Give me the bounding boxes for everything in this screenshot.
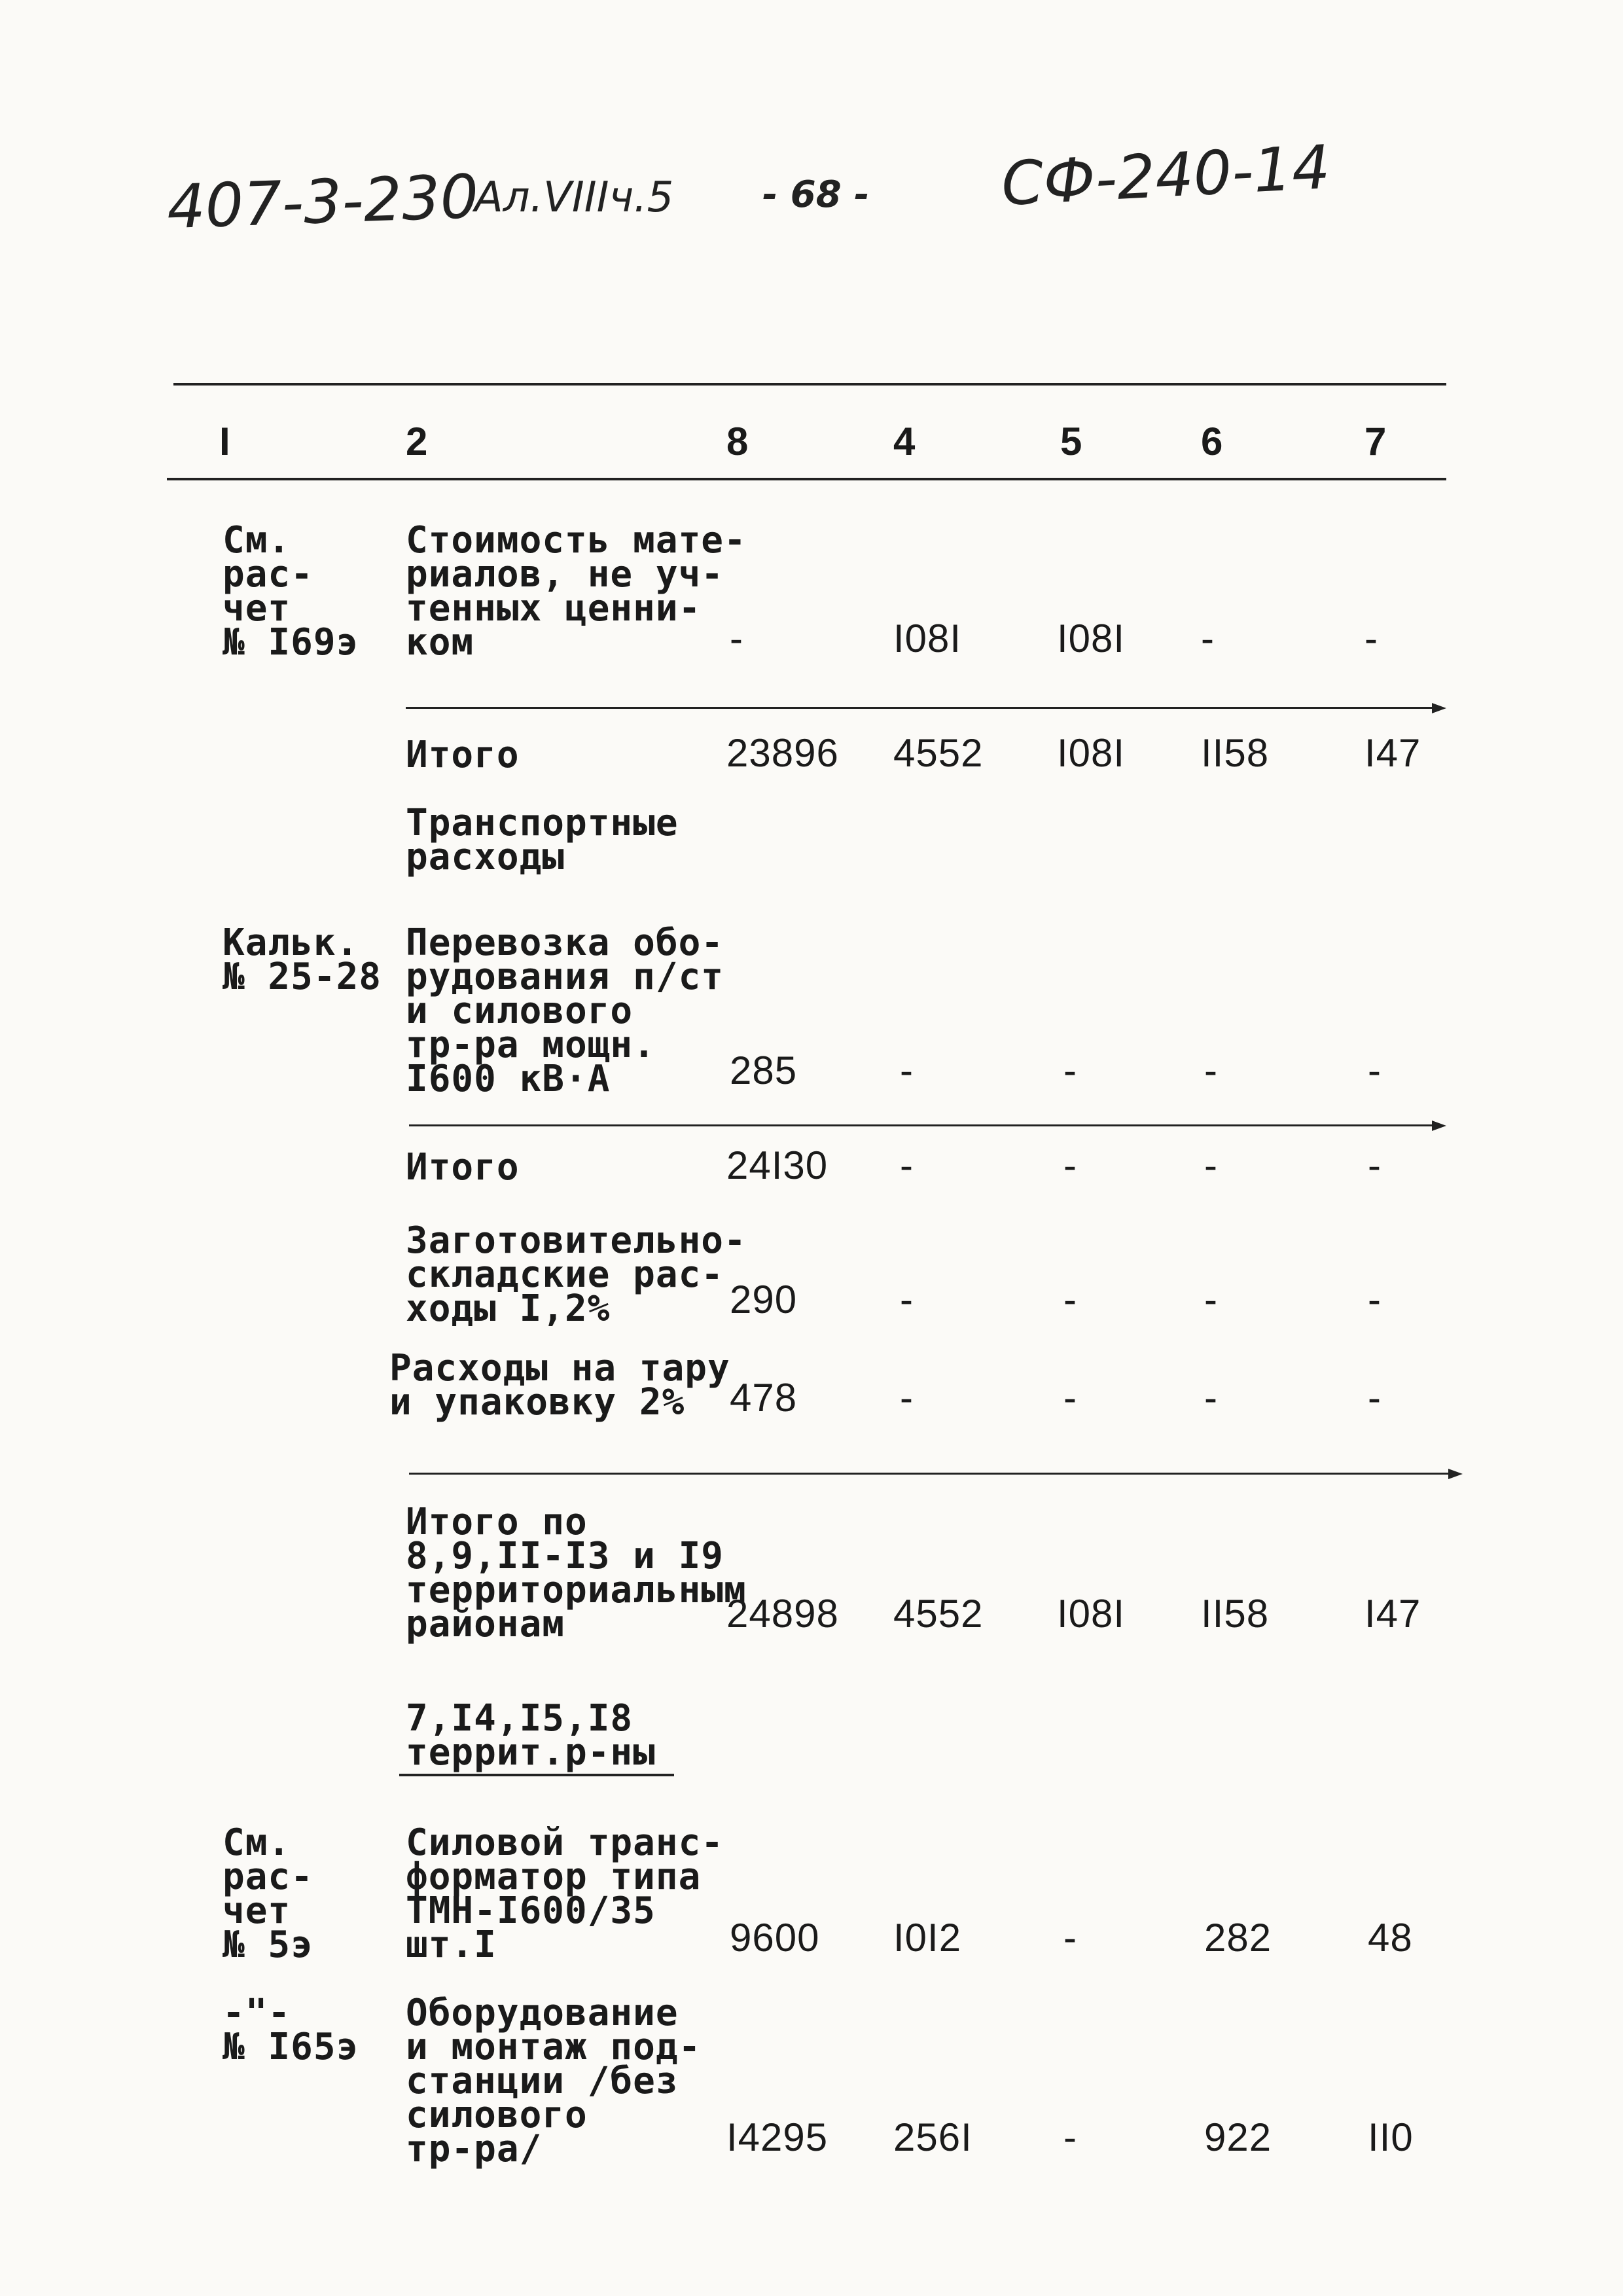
row-value-col7: 48 [1368,1916,1413,1960]
row-value-col3: 24898 [726,1592,839,1636]
row-value-col3: 24I30 [726,1143,829,1187]
column-header-1: I [219,420,230,463]
row-value-col7: - [1368,1278,1382,1321]
row-value-col6: - [1204,1278,1218,1321]
row-value-col5: - [1063,1376,1077,1420]
section-heading: Транспортные расходы [406,802,679,878]
row-description: Итого [406,1146,520,1189]
subtotal-rule-arrow [1432,1121,1446,1131]
row-value-col6: II58 [1201,1592,1270,1636]
row-description: Стоимость мате- риалов, не уч- тенных ценни- ком [406,519,747,664]
row-value-col7: I47 [1364,731,1421,775]
row-description: Итого по 8,9,II-I3 и I9 территориальным районам [406,1501,747,1645]
row-value-col6: II58 [1201,731,1270,775]
row-description: Перевозка обо- рудования п/ст и силового тр-ра мощн. I600 кВ·А [406,922,724,1100]
row-value-col7: - [1368,1376,1382,1420]
row-value-col5: I08I [1057,1592,1126,1636]
row-value-col4: - [900,1278,914,1321]
document-number: 407-3-230 [166,161,480,243]
column-header-2: 2 [406,420,428,463]
row-description: Расходы на тару и упаковку 2% [389,1347,730,1424]
row-value-col5: - [1063,1916,1077,1960]
row-value-col4: 256I [893,2115,972,2159]
row-description: Оборудование и монтаж под- станции /без силового тр-ра/ [406,1992,702,2170]
page-number: - 68 - [762,173,870,216]
row-value-col7: - [1368,1049,1382,1092]
row-value-col3: 9600 [730,1916,820,1960]
row-value-col4: 4552 [893,731,984,775]
row-value-col3: I4295 [726,2115,829,2159]
row-ref: См. рас- чет № I69э [223,519,359,664]
row-value-col4: - [900,1143,914,1187]
row-value-col6: - [1204,1376,1218,1420]
subtotal-rule-arrow [1432,703,1446,713]
row-value-col5: - [1063,2115,1077,2159]
row-value-col7: I47 [1364,1592,1421,1636]
row-value-col6: - [1204,1143,1218,1187]
column-header-6: 6 [1201,420,1223,463]
row-value-col6: - [1201,617,1215,660]
row-value-col6: - [1204,1049,1218,1092]
row-ref: См. рас- чет № 5э [223,1821,313,1966]
section-heading: 7,I4,I5,I8 террит.р-ны [406,1697,656,1774]
row-value-col4: - [900,1049,914,1092]
row-description: Итого [406,734,520,776]
row-value-col7: II0 [1368,2115,1414,2159]
row-value-col6: 922 [1204,2115,1272,2159]
document-code: СФ-240-14 [999,132,1332,220]
column-header-7: 7 [1364,420,1387,463]
section-heading-underline [399,1774,674,1776]
row-value-col5: I08I [1057,617,1126,660]
row-value-col5: - [1063,1143,1077,1187]
subtotal-rule [409,1473,1450,1475]
sheet-reference: Ал.VIIIч.5 [474,173,674,222]
row-value-col7: - [1368,1143,1382,1187]
row-value-col4: I0I2 [893,1916,962,1960]
row-value-col5: - [1063,1278,1077,1321]
subtotal-rule [409,1124,1433,1126]
row-value-col3: 478 [730,1376,798,1420]
row-ref: Кальк. № 25-28 [223,922,382,998]
row-value-col3: 290 [730,1278,798,1321]
row-value-col5: - [1063,1049,1077,1092]
row-value-col3: 23896 [726,731,839,775]
subtotal-rule-arrow [1448,1469,1463,1479]
row-value-col4: I08I [893,617,962,660]
row-description: Заготовительно- складские рас- ходы I,2% [406,1219,747,1330]
column-header-5: 5 [1060,420,1082,463]
row-value-col4: 4552 [893,1592,984,1636]
subtotal-rule [406,707,1433,709]
row-value-col3: 285 [730,1049,798,1092]
table-header-rule [167,478,1446,480]
row-description: Силовой транс- форматор типа ТМН-I600/35 шт.I [406,1821,724,1966]
column-header-4: 4 [893,420,916,463]
row-ref: -"- № I65э [223,1992,359,2068]
row-value-col5: I08I [1057,731,1126,775]
row-value-col6: 282 [1204,1916,1272,1960]
table-top-rule [173,383,1446,386]
column-header-3: 8 [726,420,749,463]
row-value-col7: - [1364,617,1378,660]
row-value-col4: - [900,1376,914,1420]
row-value-col3: - [730,617,743,660]
